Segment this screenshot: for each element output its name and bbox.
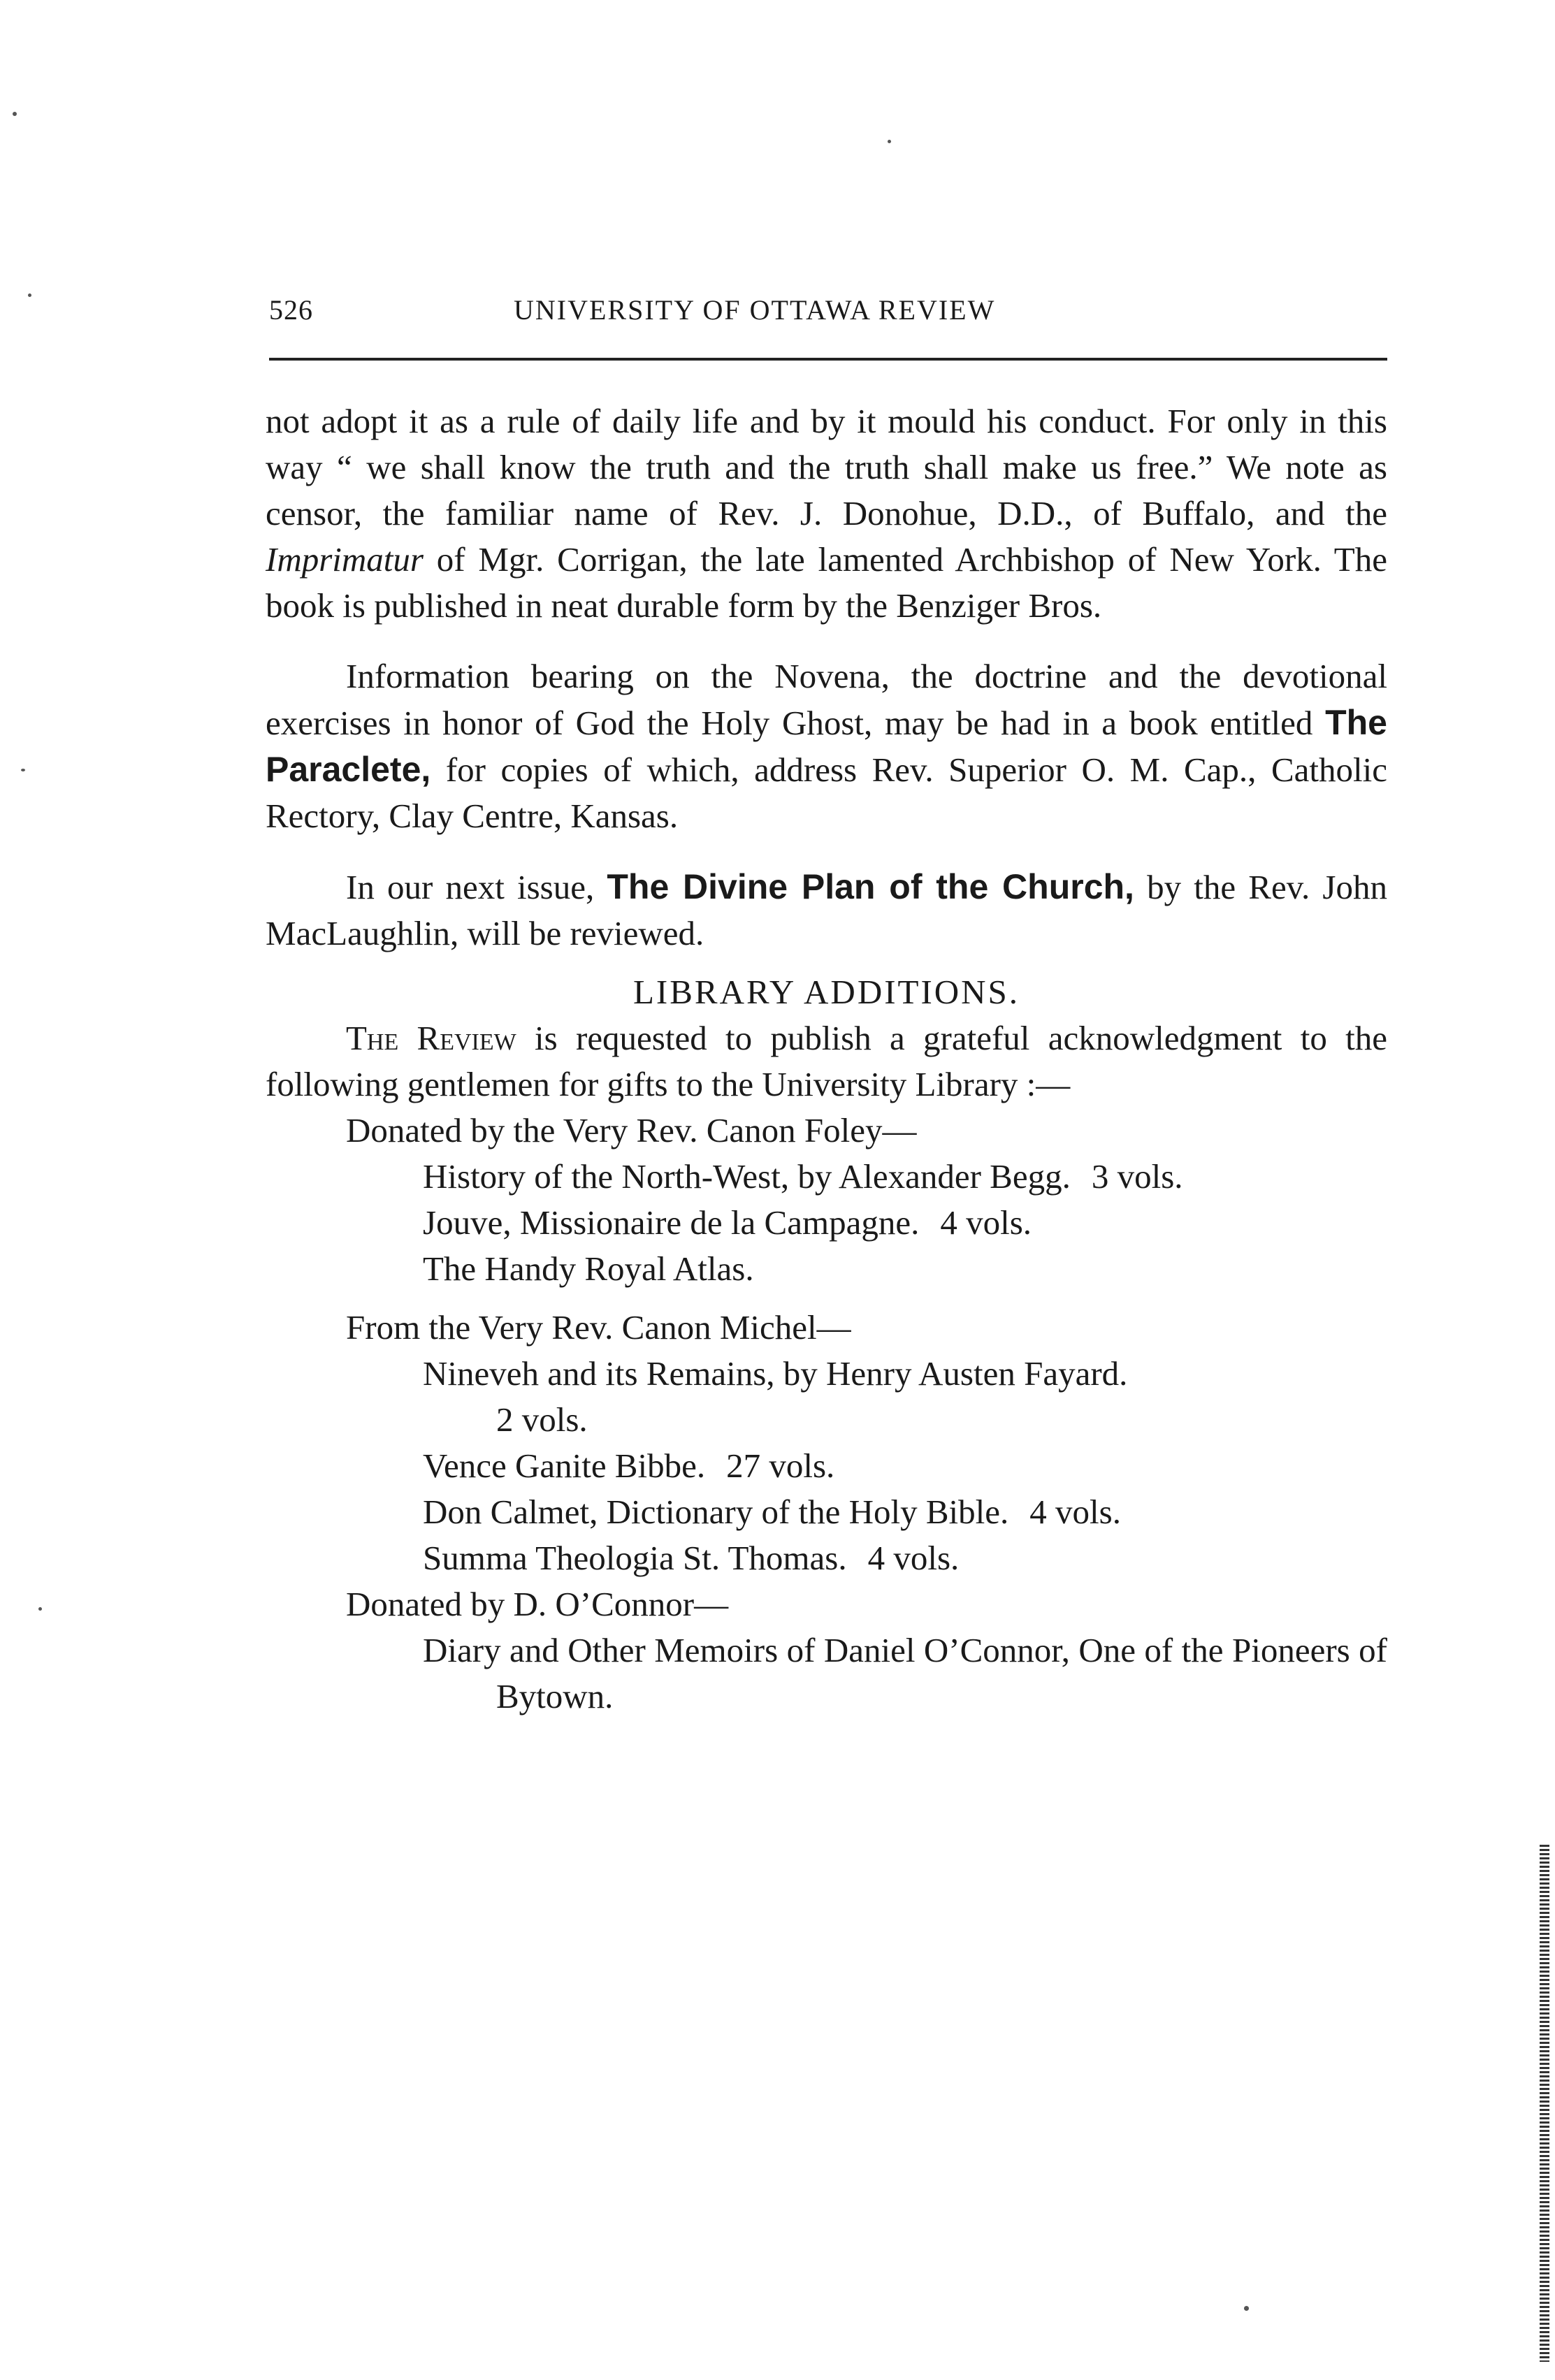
- donor-line: From the Very Rev. Canon Michel—: [346, 1308, 851, 1347]
- donor-line: Donated by D. O’Connor—: [346, 1585, 729, 1623]
- paragraph2-text-a: Information bearing on the Novena, the doctrine and the devotional exercises in honor of God the Holy Ghost, may be had in a book entitled: [266, 657, 1387, 742]
- paragraph-continuation: [266, 398, 1387, 629]
- review-smallcaps: The Review: [346, 1019, 516, 1057]
- imprimatur-italic: Imprimatur: [266, 540, 424, 579]
- article-body: [266, 398, 1387, 1720]
- library-intro-text: is requested to publish a grateful acknowledgment to the following gentlemen for gifts to the University Library :—: [266, 1019, 1387, 1103]
- item-title: Jouve, Missionaire de la Campagne.: [423, 1203, 920, 1242]
- list-item: [266, 1443, 1387, 1489]
- journal-title: UNIVERSITY OF OTTAWA REVIEW: [514, 294, 996, 326]
- list-item: [266, 1489, 1387, 1535]
- scan-speck: [28, 293, 31, 297]
- scan-speck: [13, 112, 17, 116]
- item-title: Nineveh and its Remains, by Henry Austen Fayard.: [423, 1354, 1128, 1393]
- paragraph3-text-b: by the Rev. John MacLaughlin, will be reviewed.: [266, 868, 1387, 952]
- book-title-paraclete: The Paraclete,: [266, 703, 1387, 789]
- page-number: 526: [269, 294, 313, 326]
- item-title: Summa Theologia St. Thomas.: [423, 1539, 847, 1577]
- item-title: Don Calmet, Dictionary of the Holy Bible.: [423, 1493, 1009, 1531]
- item-vols: 3 vols.: [1091, 1157, 1183, 1196]
- list-item: [266, 1246, 1387, 1292]
- scan-speck: [21, 769, 25, 771]
- scan-speck: [1244, 2306, 1249, 2311]
- paragraph1-text-b: of Mgr. Corrigan, the late lamented Archbishop of New York. The book is published in neat durable form by the Benziger Bros.: [266, 540, 1387, 625]
- section-heading: LIBRARY ADDITIONS.: [632, 973, 1020, 1011]
- header-rule: [269, 358, 1387, 361]
- item-title: The Handy Royal Atlas.: [423, 1249, 754, 1288]
- scan-speck: [888, 140, 891, 143]
- list-item: [266, 1351, 1387, 1397]
- library-intro: [266, 1015, 1387, 1108]
- running-header: [269, 286, 1387, 335]
- paragraph-paraclete: [266, 653, 1387, 839]
- paragraph1-text-a: not adopt it as a rule of daily life and by it mould his conduct. For only in this way “ we shall know the truth and the truth shall make us free.” We note as censor, the familiar name of Rev. J. Donohue, D.D., of Buffalo, and the: [266, 402, 1387, 532]
- item-vols: 4 vols.: [940, 1203, 1032, 1242]
- list-item: [266, 1535, 1387, 1581]
- item-vols: 4 vols.: [1029, 1493, 1121, 1531]
- scan-speck: [38, 1607, 42, 1611]
- donor-line: Donated by the Very Rev. Canon Foley—: [346, 1111, 917, 1149]
- item-vols-continued: 2 vols.: [496, 1400, 588, 1439]
- scan-edge-artifact: [1540, 1845, 1549, 2362]
- book-title-divine-plan: The Divine Plan of the Church,: [607, 867, 1134, 906]
- item-vols: 27 vols.: [726, 1446, 835, 1485]
- item-title: History of the North-West, by Alexander Begg.: [423, 1157, 1071, 1196]
- list-item: [266, 1200, 1387, 1246]
- list-item: [266, 1627, 1387, 1720]
- item-title: Diary and Other Memoirs of Daniel O’Connor, One of the Pioneers of Bytown.: [423, 1631, 1387, 1715]
- item-title: Vence Ganite Bibbe.: [423, 1446, 706, 1485]
- paragraph3-text-a: In our next issue,: [346, 868, 607, 906]
- paragraph-next-issue: [266, 864, 1387, 957]
- list-item: [266, 1154, 1387, 1200]
- item-vols: 4 vols.: [867, 1539, 960, 1577]
- paragraph2-text-b: for copies of which, address Rev. Superior O. M. Cap., Catholic Rectory, Clay Centre, Kansas.: [266, 750, 1387, 835]
